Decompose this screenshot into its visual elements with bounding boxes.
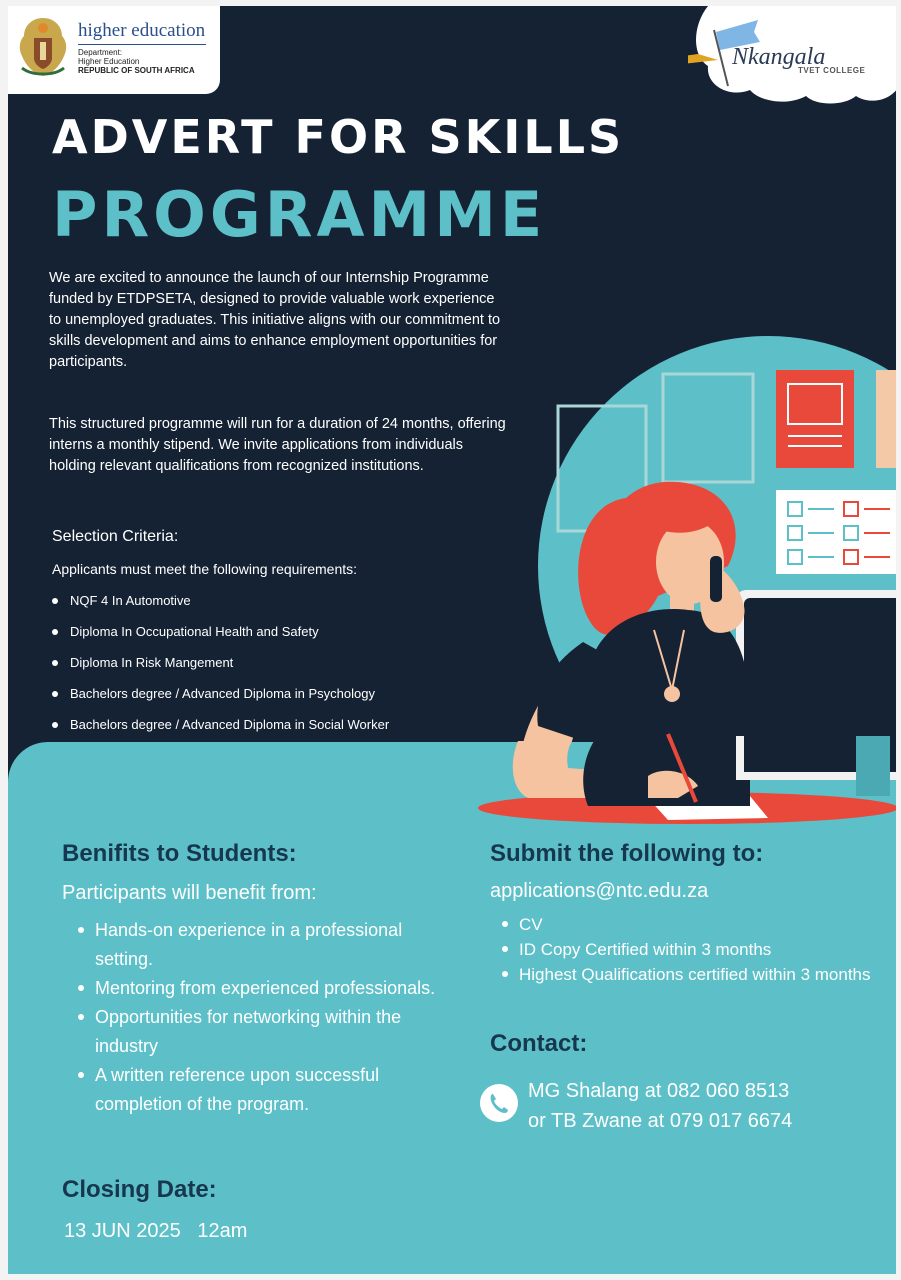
list-item: Mentoring from experienced professionals.: [78, 974, 458, 1003]
benefits-list: [78, 916, 458, 1119]
list-item: A written reference upon successful completion of the program.: [78, 1061, 458, 1119]
divider: [78, 44, 206, 45]
coat-of-arms-icon: [14, 14, 72, 80]
selection-criteria-heading: Selection Criteria:: [52, 528, 179, 545]
list-item: Hands-on experience in a professional setting.: [78, 916, 458, 974]
submit-heading: Submit the following to:: [490, 840, 764, 867]
dept-subtitle: [78, 48, 195, 75]
list-item: Bachelors degree / Advanced Diploma in Social Worker: [52, 718, 389, 749]
programme-title: PROGRAMME: [52, 178, 547, 251]
list-item: ID Copy Certified within 3 months: [502, 937, 892, 962]
contact-line-2: or TB Zwane at 079 017 6674: [528, 1110, 793, 1132]
application-email-link[interactable]: applications@ntc.edu.za: [490, 880, 709, 902]
advert-title: ADVERT FOR SKILLS: [52, 110, 625, 164]
contact-line-1: MG Shalang at 082 060 8513: [528, 1080, 790, 1102]
contact-details: [528, 1076, 792, 1136]
college-subtitle: TVET COLLEGE: [798, 66, 866, 75]
intro-paragraph-1: We are excited to announce the launch of our Internship Programme funded by ETDPSETA, designed to provide valuable work experience to unemployed graduates. This initiative aligns with our commitment to skills development and aims to enhance employment opportunities for participants.: [49, 270, 501, 370]
advert-poster: [8, 6, 896, 1274]
list-item: Opportunities for networking within the industry: [78, 1003, 458, 1061]
list-item: Highest Qualifications certified within 3 months: [502, 962, 892, 987]
submit-list: [502, 912, 892, 987]
dhe-logo-block: [8, 6, 220, 94]
list-item: CV: [502, 912, 892, 937]
benefits-intro: Participants will benefit from:: [62, 882, 317, 904]
college-name: Nkangala: [732, 44, 826, 70]
list-item: Diploma In Occupational Health and Safety: [52, 625, 389, 656]
dept-line1: Department:: [78, 48, 123, 57]
intro-paragraph-2: This structured programme will run for a duration of 24 months, offering interns a monthly stipend. We invite applications from individuals holding relevant qualifications from recognized institutions.: [49, 416, 506, 474]
desk-illustration: [8, 736, 896, 836]
list-item: NQF 4 In Automotive: [52, 594, 389, 625]
closing-date-value: 13 JUN 2025 12am: [64, 1220, 248, 1242]
contact-heading: Contact:: [490, 1030, 588, 1057]
phone-icon: [480, 1084, 518, 1122]
dept-line2: Higher Education: [78, 57, 140, 66]
criteria-list: [52, 594, 389, 749]
list-item: Bachelors degree / Advanced Diploma in Psychology: [52, 687, 389, 718]
dept-title: higher education: [78, 20, 206, 41]
closing-date-heading: Closing Date:: [62, 1176, 217, 1203]
dept-line3: REPUBLIC OF SOUTH AFRICA: [78, 66, 195, 75]
benefits-heading: Benifits to Students:: [62, 840, 297, 867]
selection-criteria-intro: Applicants must meet the following requirements:: [52, 561, 358, 577]
list-item: Diploma In Risk Mangement: [52, 656, 389, 687]
